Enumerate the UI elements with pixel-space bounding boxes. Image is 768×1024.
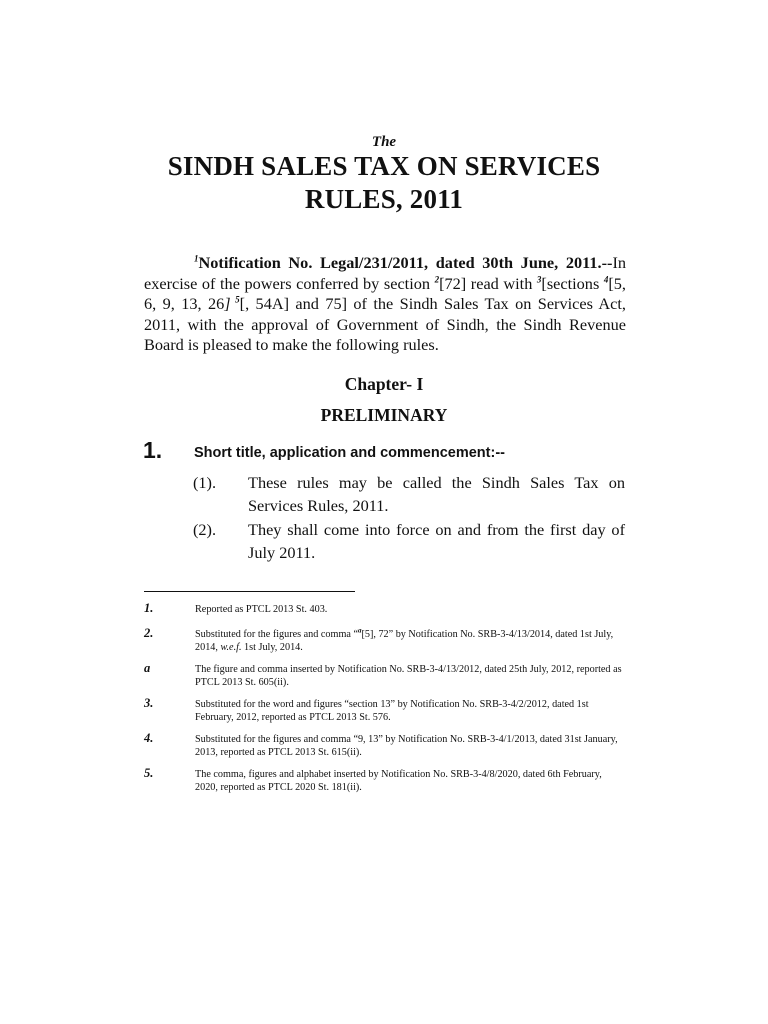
footnote-ref-2[interactable]: 2 <box>434 274 440 285</box>
clause-number: (2). <box>193 520 217 539</box>
footnote-ref-3[interactable]: 3 <box>536 274 542 285</box>
section-number: 1. <box>143 437 163 463</box>
title-prefix: The <box>371 134 397 150</box>
footnote-ref-5[interactable]: 5 <box>230 294 240 305</box>
footnote-number: 2. <box>144 626 154 640</box>
footnote-text: Reported as PTCL 2013 St. 403. <box>195 604 328 615</box>
footnote-number: 3. <box>144 696 154 710</box>
footnote-text: Substituted for the figures and comma “9, 13” by Notification No. SRB-3-4/1/2013, dated 31st January, 2013, reported as PTCL 2013 St. 615(ii). <box>195 734 618 758</box>
footnote-separator <box>144 591 355 592</box>
footnote-text: Substituted for the figures and comma “$^a$[5], 72” by Notification No. SRB-3-4/13/2014, dated 1st July, 2014, w.e.f. 1st July, 2014. <box>195 626 614 653</box>
footnote-text: The figure and comma inserted by Notification No. SRB-3-4/13/2012, dated 25th July, 2012, reported as PTCL 2013 St. 605(ii). <box>195 664 622 688</box>
footnote-number: 5. <box>144 766 154 780</box>
footnote-ref-1[interactable]: 1 <box>194 253 199 264</box>
page-title <box>0 150 768 216</box>
title-line-2: RULES, 2011 <box>304 184 464 214</box>
footnote-number: 1. <box>144 601 154 615</box>
footnote-number: 4. <box>144 731 154 745</box>
footnote-text: The comma, figures and alphabet inserted by Notification No. SRB-3-4/8/2020, dated 6th February, 2020, reported as PTCL 2020 St. 181(ii). <box>195 769 602 793</box>
title-line-1: SINDH SALES TAX ON SERVICES <box>167 151 601 181</box>
footnote-ref-a[interactable]: a <box>357 626 362 635</box>
clause-number: (1). <box>193 473 217 492</box>
chapter-subheading: PRELIMINARY <box>320 405 448 425</box>
footnote-number: a <box>144 661 151 675</box>
clause-text: These rules may be called the Sindh Sales Tax on Services Rules, 2011. <box>248 473 625 515</box>
footnote-ref-4[interactable]: 4 <box>603 274 609 285</box>
notification-heading: Notification No. Legal/231/2011, dated 30th June, 2011.-- <box>198 253 613 272</box>
chapter-heading: Chapter- I <box>344 374 424 394</box>
clause-text: They shall come into force on and from the first day of July 2011. <box>248 520 625 562</box>
section-title: Short title, application and commencement:-- <box>194 445 505 461</box>
notification-paragraph: $^1$Notification No. Legal/231/2011, dated 30th June, 2011.--In exercise of the powers conferred by section $^2$[72] read with $^3$[sections $^4$[5, 6, 9, 13, 26] $^5$[, 54A] and 75] of the Sindh Sales Tax on Services Act, 2011, with the approval of Government of Sindh, the Sindh Revenue Board is pleased to make the following rules. <box>144 253 627 355</box>
footnote-text: Substituted for the word and figures “section 13” by Notification No. SRB-3-4/2/2012, dated 1st February, 2012, reported as PTCL 2013 St. 576. <box>195 699 589 723</box>
